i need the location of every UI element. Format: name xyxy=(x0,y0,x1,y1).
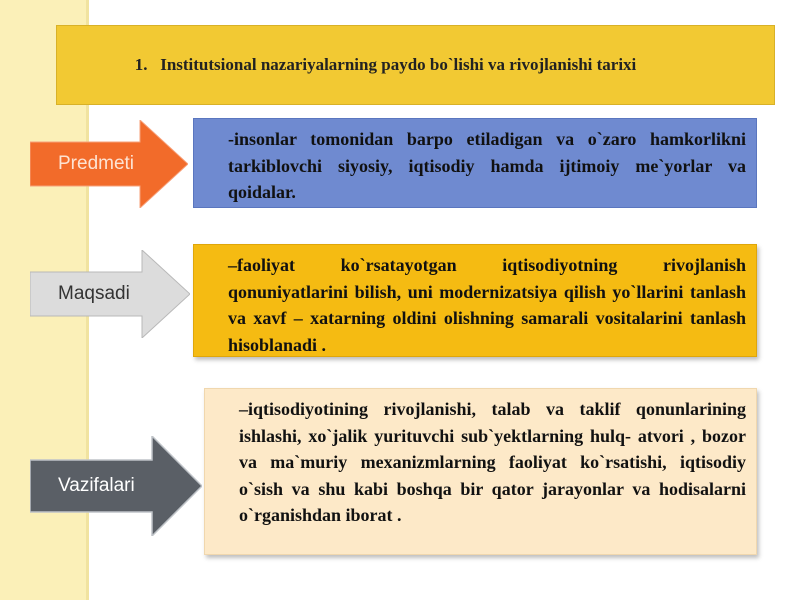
arrow-predmeti xyxy=(30,120,188,208)
vazifalari-description-box xyxy=(204,388,757,555)
predmeti-description: -insonlar tomonidan barpo etiladigan va o`zaro hamkorlikni tarkiblovchi siyosiy, iqtisodiy hamda ijtimoiy me`yorlar va qoidalar. xyxy=(228,129,746,202)
arrow-maqsadi xyxy=(30,250,190,338)
predmeti-description-box xyxy=(193,118,757,208)
maqsadi-description-box xyxy=(193,244,757,357)
slide-title: Institutsional nazariyalarning paydo bo`lishi va rivojlanishi tarixi xyxy=(160,55,637,74)
maqsadi-description: –faoliyat ko`rsatayotgan iqtisodiyotning rivojlanish qonuniyatlarini bilish, uni modernizatsiya qilish yo`llarini tanlash va xavf – xatarning oldini olishning samarali vositalarini tanlash hisoblanadi . xyxy=(228,255,746,355)
arrow-label-vazifalari: Vazifalari xyxy=(58,475,135,496)
slide-title-box xyxy=(56,25,775,105)
arrow-label-predmeti: Predmeti xyxy=(58,153,135,174)
arrow-vazifalari xyxy=(30,436,202,536)
arrow-label-maqsadi: Maqsadi xyxy=(58,283,130,304)
title-number: 1. xyxy=(134,55,148,74)
vazifalari-description: –iqtisodiyotining rivojlanishi, talab va taklif qonunlarining ishlashi, xo`jalik yurituvchi sub`yektlarning hulq- atvori , bozor va ma`muriy mexanizmlarning faoliyat ko`rsatishi, iqtisodiy o`sish va shu kabi boshqa bir qator jarayonlar va hodisalarni o`rganishdan iborat . xyxy=(239,399,746,525)
